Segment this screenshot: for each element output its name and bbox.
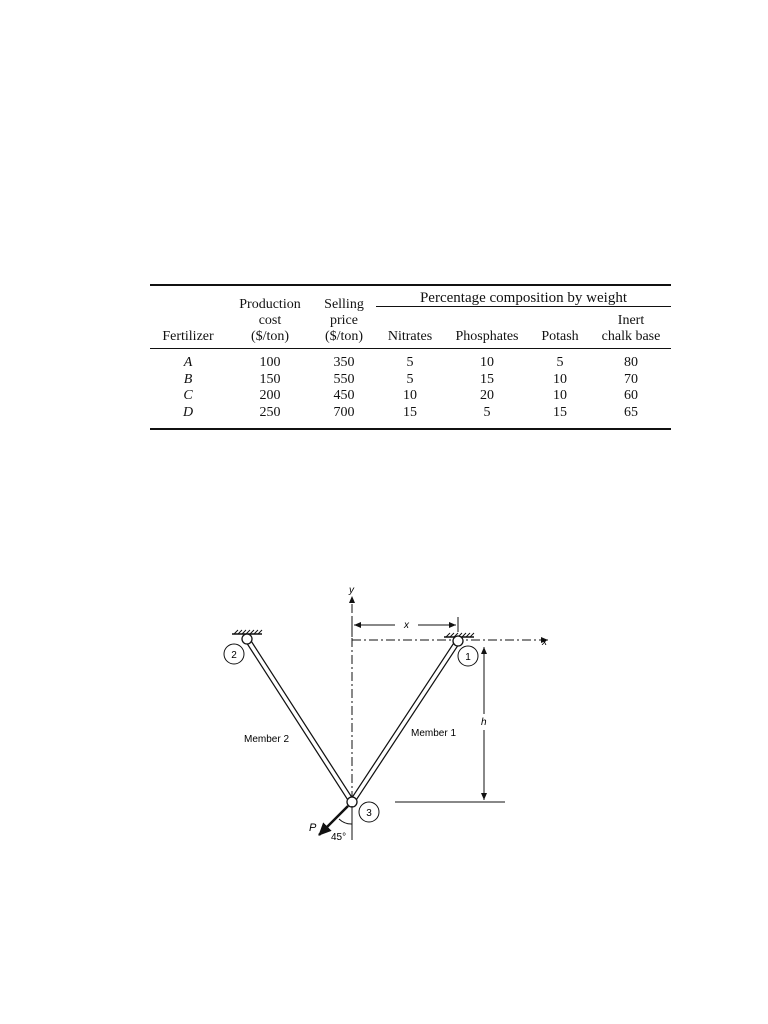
header-nitrates: Nitrates	[387, 329, 433, 344]
cell-production-cost: 200	[259, 388, 281, 403]
pin-node-2	[242, 634, 252, 644]
header-inert-line2: chalk base	[601, 329, 661, 344]
cell-phosphates: 15	[480, 372, 494, 387]
cell-selling-price: 550	[333, 372, 355, 387]
header-selling-line2: price	[330, 313, 358, 328]
fertilizer-table	[150, 284, 671, 430]
table-top-rule	[150, 284, 671, 286]
load-label: P	[309, 822, 317, 834]
cell-production-cost: 100	[259, 355, 281, 370]
dim-h-label: h	[481, 717, 487, 728]
cell-phosphates: 20	[480, 388, 494, 403]
node-3-label: 3	[366, 808, 372, 819]
cell-potash: 10	[553, 388, 567, 403]
truss-diagram	[200, 580, 560, 850]
header-rule	[150, 348, 671, 349]
header-production-line2: cost	[258, 313, 282, 328]
angle-arc	[339, 819, 352, 824]
header-fertilizer: Fertilizer	[162, 329, 214, 344]
member-2-label: Member 2	[244, 734, 290, 745]
header-selling-line3: ($/ton)	[324, 329, 364, 344]
cell-nitrates: 5	[406, 355, 414, 370]
dim-x-label: x	[404, 620, 409, 631]
header-percentage-composition: Percentage composition by weight	[419, 290, 628, 306]
node-2-label: 2	[231, 650, 237, 661]
cell-phosphates: 5	[483, 405, 491, 420]
cell-selling-price: 350	[333, 355, 355, 370]
cell-fertilizer: D	[182, 405, 194, 420]
group-header-rule	[376, 306, 671, 307]
header-inert-line1: Inert	[617, 313, 645, 328]
member-1-bar	[352, 641, 458, 802]
angle-label: 45°	[331, 832, 347, 843]
cell-selling-price: 700	[333, 405, 355, 420]
cell-inert: 70	[624, 372, 638, 387]
cell-potash: 15	[553, 405, 567, 420]
node-1-label: 1	[465, 652, 471, 663]
pin-node-3	[347, 797, 357, 807]
header-potash: Potash	[541, 329, 579, 344]
cell-inert: 80	[624, 355, 638, 370]
table-bottom-rule	[150, 428, 671, 430]
cell-selling-price: 450	[333, 388, 355, 403]
member-1-label: Member 1	[411, 728, 457, 739]
cell-production-cost: 150	[259, 372, 281, 387]
cell-fertilizer: B	[183, 372, 193, 387]
cell-inert: 60	[624, 388, 638, 403]
header-selling-line1: Selling	[324, 297, 364, 312]
header-production-line3: ($/ton)	[250, 329, 290, 344]
cell-nitrates: 10	[403, 388, 417, 403]
cell-phosphates: 10	[480, 355, 494, 370]
y-axis-label: y	[349, 585, 354, 596]
pin-node-1	[453, 636, 463, 646]
load-arrow	[319, 806, 348, 835]
x-axis-label: x	[542, 637, 547, 648]
cell-nitrates: 15	[403, 405, 417, 420]
cell-fertilizer: A	[183, 355, 193, 370]
cell-inert: 65	[624, 405, 638, 420]
header-phosphates: Phosphates	[455, 329, 519, 344]
member-2-bar	[247, 639, 352, 802]
cell-fertilizer: C	[183, 388, 193, 403]
header-production-line1: Production	[239, 297, 301, 312]
cell-potash: 10	[553, 372, 567, 387]
cell-potash: 5	[556, 355, 564, 370]
cell-production-cost: 250	[259, 405, 281, 420]
cell-nitrates: 5	[406, 372, 414, 387]
